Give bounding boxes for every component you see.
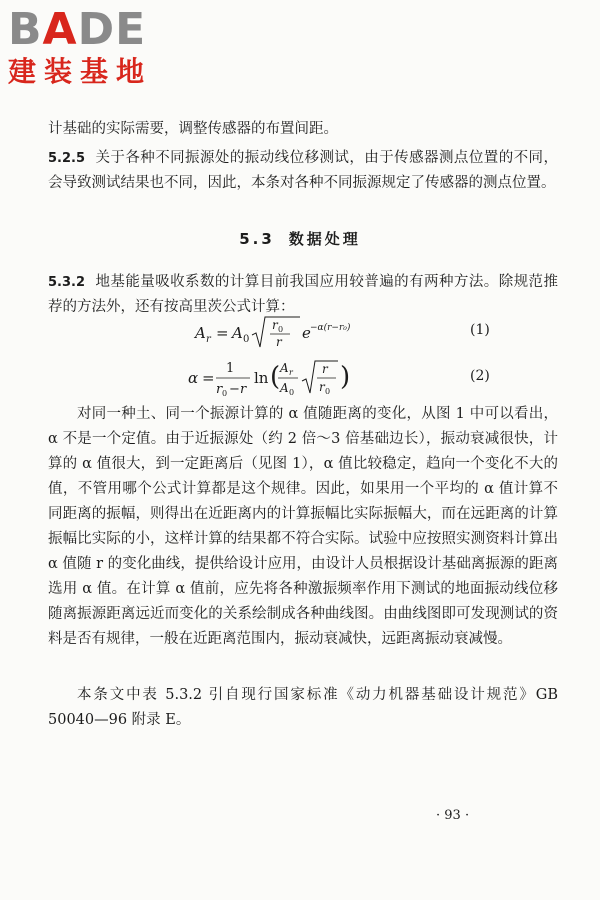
formula-1: [150, 313, 480, 353]
svg-text:r: r: [240, 382, 247, 397]
body-paragraph: 对同一种土、同一个振源计算的 α 值随距离的变化，从图 1 中可以看出，α 不是一个定值。由于近振源处（约 2 倍～3 倍基础边长），振动衰减很快，计算的 α 值很大，到一定距离后（见图 1），α 值比较稳定，趋向一个变化不大的值，不管用哪个公式计算都是这个规律。因此，如果用一个平均的 α 值计算不同距离的振幅，则得出在近距离内的计算振幅比实际振幅大，而在远距离的计算振幅比实际的小，这样计算的结果都不符合实际。试验中应按照实测资料计算出 α 值随 r 的变化曲线，提供给设计应用，由设计人员根据设计基础离振源的距离选用 α 值。在计算 α 值前，应先将各种激振频率作用下测试的地面振动线位移随离振源距离远近而变化的关系绘制成各种曲线图。由曲线图即可发现测试的资料是否有规律，一般在近距离范围内，振动衰减快，远距离振动衰减慢。: [48, 406, 558, 647]
svg-text:0: 0: [289, 388, 295, 397]
svg-text:A: A: [195, 324, 206, 342]
equation-number-2: (2): [470, 368, 490, 384]
svg-text:A: A: [280, 361, 289, 375]
svg-text:=: =: [202, 369, 215, 387]
logo-subtitle: 建装基地: [8, 55, 153, 88]
body-paragraph-reference: 本条文中表 5.3.2 引自现行国家标准《动力机器基础设计规范》GB 50040—96 附录 E。: [48, 687, 558, 728]
svg-text:r: r: [319, 380, 325, 394]
clause-5-2-5: [48, 146, 558, 196]
svg-text:ln: ln: [254, 369, 269, 387]
clause-number: 5.3.2: [48, 275, 86, 290]
svg-text:A: A: [232, 324, 243, 342]
svg-text:=: =: [216, 324, 229, 342]
logo-mark: BADE: [8, 4, 147, 55]
svg-text:−α(r−r₀): −α(r−r₀): [310, 323, 351, 333]
clause-text: 地基能量吸收系数的计算目前我国应用较普遍的有两种方法。除规范推荐的方法外，还有按高里茨公式计算：: [48, 274, 558, 315]
section-number: 5.3: [239, 230, 275, 248]
svg-text:0: 0: [278, 325, 284, 334]
logo: [8, 6, 178, 90]
svg-text:r: r: [206, 334, 211, 345]
svg-text:e: e: [302, 324, 311, 342]
page-number: · 93 ·: [436, 808, 470, 823]
clause-number: 5.2.5: [48, 151, 86, 166]
svg-text:A: A: [280, 381, 289, 395]
paragraph-continuation: 计基础的实际需要，调整传感器的布置间距。: [48, 121, 338, 137]
svg-text:0: 0: [222, 389, 228, 398]
svg-text:(: (: [270, 362, 281, 392]
svg-text:): ): [340, 362, 351, 392]
formula-2: [150, 353, 480, 401]
svg-text:α: α: [188, 369, 199, 387]
svg-text:0: 0: [325, 387, 331, 396]
equation-number-1: (1): [470, 322, 490, 338]
svg-text:r: r: [272, 318, 278, 332]
clause-text: 关于各种不同振源处的振动线位移测试，由于传感器测点位置的不同，会导致测试结果也不同，因此，本条对各种不同振源规定了传感器的测点位置。: [48, 150, 558, 191]
svg-text:r: r: [216, 382, 223, 397]
svg-text:r: r: [322, 362, 328, 376]
svg-text:−: −: [229, 382, 240, 397]
svg-text:1: 1: [226, 361, 235, 376]
svg-text:r: r: [276, 335, 282, 349]
svg-text:r: r: [289, 368, 293, 377]
svg-text:0: 0: [243, 334, 250, 345]
section-title: 数据处理: [288, 230, 361, 248]
section-heading: [0, 228, 600, 249]
